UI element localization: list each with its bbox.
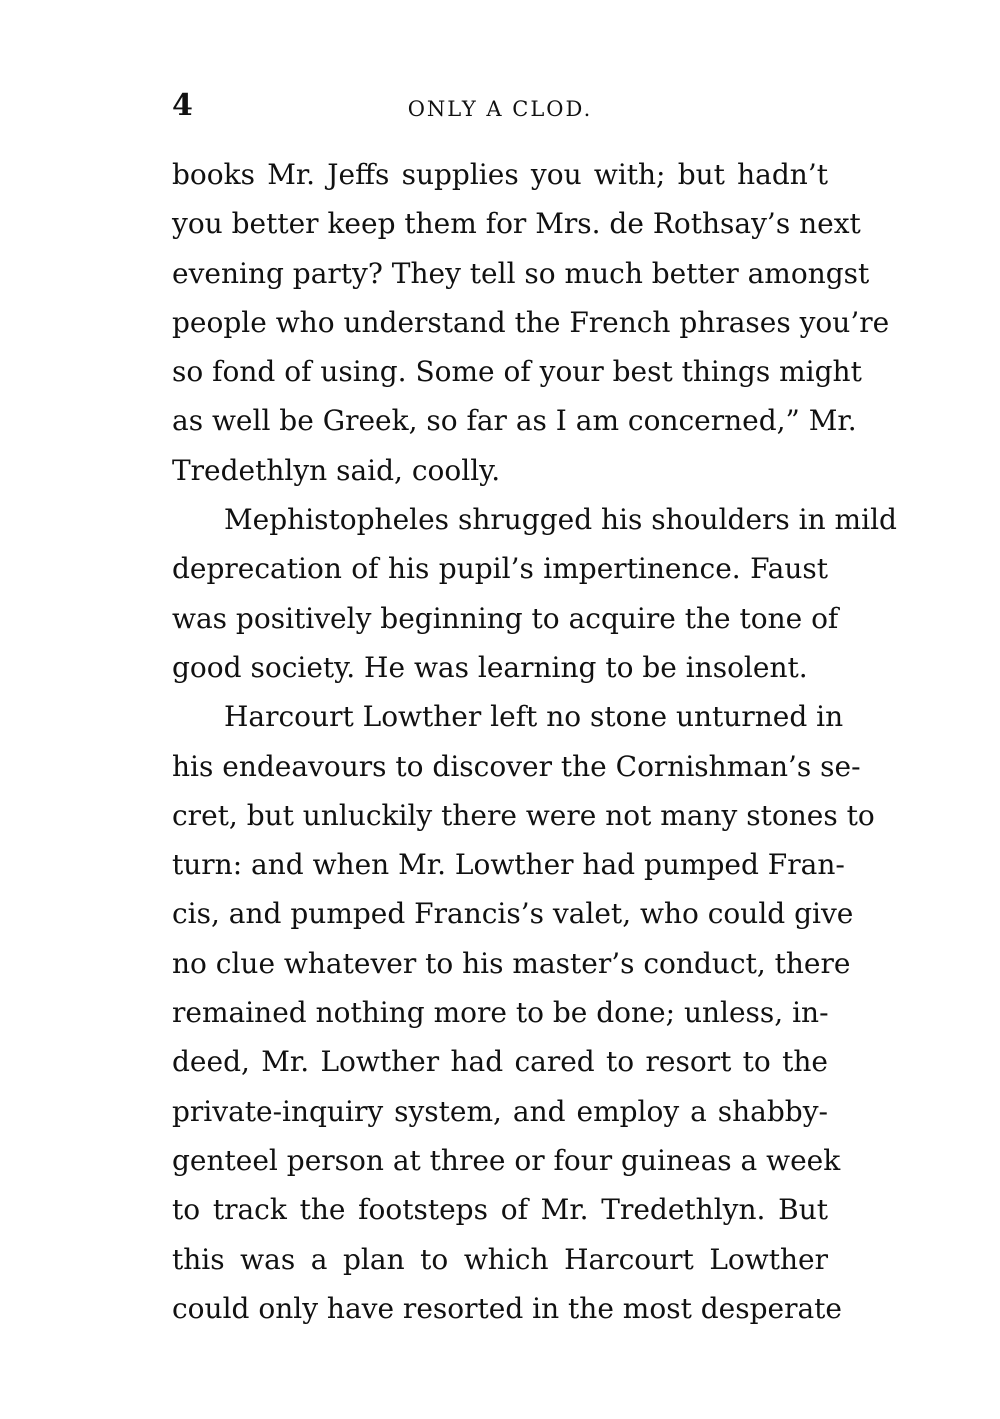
text-line: private-inquiry system, and employ a shabby- — [172, 1094, 828, 1128]
text-line: genteel person at three or four guineas a week — [172, 1143, 841, 1177]
text-line: books Mr. Jeffs supplies you with; but hadn’t — [172, 158, 828, 191]
text-line: turn: and when Mr. Lowther had pumped Fran- — [172, 848, 845, 882]
text-line: remained nothing more to be done; unless, in- — [172, 996, 829, 1030]
text-line: could only have resorted in the most desperate — [172, 1291, 842, 1325]
text-line: as well be Greek, so far as I am concerned,” Mr. — [172, 404, 857, 438]
text-line: deed, Mr. Lowther had cared to resort to the — [172, 1045, 828, 1079]
text-line: this was a plan to which Harcourt Lowther — [172, 1242, 828, 1276]
text-line: cis, and pumped Francis’s valet, who could give — [172, 897, 854, 931]
text-line: no clue whatever to his master’s conduct, there — [172, 946, 851, 980]
text-line: people who understand the French phrases you’re — [172, 305, 890, 339]
running-title: ONLY A CLOD. — [407, 97, 593, 121]
text-line: evening party? They tell so much better amongst — [172, 256, 870, 290]
text-line: was positively beginning to acquire the tone of — [172, 601, 839, 635]
text-line: you better keep them for Mrs. de Rothsay’s next — [172, 207, 861, 241]
text-line: good society. He was learning to be insolent. — [172, 650, 808, 684]
text-line: cret, but unluckily there were not many stones to — [172, 798, 875, 832]
text-line: deprecation of his pupil’s impertinence. Faust — [172, 552, 828, 586]
text-line: to track the footsteps of Mr. Tredethlyn. But — [172, 1193, 828, 1227]
text-line: Tredethlyn said, coolly. — [172, 453, 501, 487]
text-line: Harcourt Lowther left no stone unturned in — [224, 700, 844, 734]
page-number: 4 — [172, 88, 193, 123]
body-text — [172, 150, 897, 1333]
text-line: his endeavours to discover the Cornishman’s se- — [172, 749, 861, 783]
text-line: Mephistopheles shrugged his shoulders in mild — [224, 503, 897, 537]
text-line: so fond of using. Some of your best things might — [172, 355, 862, 389]
